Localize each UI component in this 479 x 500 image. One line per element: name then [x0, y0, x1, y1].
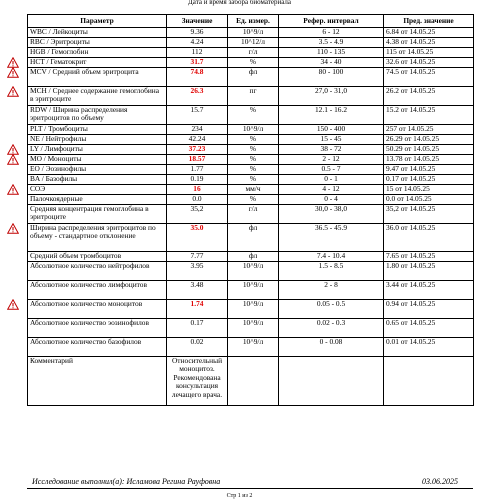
reference-cell: 110 - 135	[279, 48, 384, 58]
reference-cell: 0 - 4	[279, 195, 384, 205]
value-cell: 0.0	[167, 195, 228, 205]
previous-value-cell: 4.38 от 14.05.25	[384, 38, 474, 48]
reference-cell: 0.05 - 0.5	[279, 300, 384, 319]
warning-triangle-icon	[7, 299, 19, 310]
value-cell: 4.24	[167, 38, 228, 48]
reference-cell: 0 - 1	[279, 175, 384, 185]
previous-value-cell: 6.84 от 14.05.25	[384, 28, 474, 38]
table-row	[28, 106, 474, 125]
unit-cell: %	[228, 165, 279, 175]
table-row	[28, 224, 474, 252]
table-row	[28, 300, 474, 319]
reference-cell: 15 - 45	[279, 135, 384, 145]
unit-cell: фл	[228, 68, 279, 87]
table-row	[28, 38, 474, 48]
param-cell: MCH / Среднее содержание гемоглобина в эритроците	[28, 87, 167, 106]
param-cell: BA / Базофилы	[28, 175, 167, 185]
param-cell: Палочкоядерные	[28, 195, 167, 205]
unit-cell: 10^9/л	[228, 300, 279, 319]
unit-cell: 10^9/л	[228, 125, 279, 135]
unit-cell: %	[228, 195, 279, 205]
unit-cell: 10^12/л	[228, 38, 279, 48]
unit-cell: %	[228, 106, 279, 125]
reference-cell: 80 - 100	[279, 68, 384, 87]
reference-cell: 27,0 - 31,0	[279, 87, 384, 106]
previous-value-cell: 13.78 от 14.05.25	[384, 155, 474, 165]
param-cell: MO / Моноциты	[28, 155, 167, 165]
column-header-value: Значение	[167, 15, 228, 28]
table-row	[28, 58, 474, 68]
previous-value-cell	[384, 357, 474, 406]
table-row	[28, 135, 474, 145]
value-cell: Относительный моноцитоз. Рекомендована консультация лечащего врача.	[167, 357, 228, 406]
reference-cell: 1.5 - 8.5	[279, 262, 384, 281]
value-cell: 18.57	[167, 155, 228, 165]
unit-cell: 10^9/л	[228, 319, 279, 338]
value-cell: 26.3	[167, 87, 228, 106]
unit-cell: пг	[228, 87, 279, 106]
table-row	[28, 175, 474, 185]
reference-cell: 30,0 - 38,0	[279, 205, 384, 224]
previous-value-cell: 0.94 от 14.05.25	[384, 300, 474, 319]
table-row	[28, 185, 474, 195]
table-row	[28, 262, 474, 281]
param-cell: Ширина распределения эритроцитов по объему - стандартное отклонение	[28, 224, 167, 252]
unit-cell: %	[228, 145, 279, 155]
reference-cell: 0.02 - 0.3	[279, 319, 384, 338]
param-cell: PLT / Тромбоциты	[28, 125, 167, 135]
report-date: 03.06.2025	[422, 477, 458, 486]
param-cell: Абсолютное количество моноцитов	[28, 300, 167, 319]
table-row	[28, 125, 474, 135]
reference-cell	[279, 357, 384, 406]
value-cell: 1.77	[167, 165, 228, 175]
previous-value-cell: 7.65 от 14.05.25	[384, 252, 474, 262]
warning-triangle-icon	[7, 223, 19, 234]
previous-value-cell: 115 от 14.05.25	[384, 48, 474, 58]
param-cell: Абсолютное количество эозинофилов	[28, 319, 167, 338]
unit-cell: мм/ч	[228, 185, 279, 195]
unit-cell: %	[228, 135, 279, 145]
param-cell: EO / Эозинофилы	[28, 165, 167, 175]
previous-value-cell: 3.44 от 14.05.25	[384, 281, 474, 300]
unit-cell: г/л	[228, 48, 279, 58]
reference-cell: 3.5 - 4.9	[279, 38, 384, 48]
param-cell: Абсолютное количество нейтрофилов	[28, 262, 167, 281]
value-cell: 31.7	[167, 58, 228, 68]
param-cell: WBC / Лейкоциты	[28, 28, 167, 38]
value-cell: 112	[167, 48, 228, 58]
previous-value-cell: 0.17 от 14.05.25	[384, 175, 474, 185]
value-cell: 9.36	[167, 28, 228, 38]
value-cell: 37.23	[167, 145, 228, 155]
param-cell: Комментарий	[28, 357, 167, 406]
reference-cell: 4 - 12	[279, 185, 384, 195]
table-row	[28, 205, 474, 224]
param-cell: LY / Лимфоциты	[28, 145, 167, 155]
param-cell: Средняя концентрация гемоглобина в эритроците	[28, 205, 167, 224]
warning-triangle-icon	[7, 67, 19, 78]
value-cell: 0.17	[167, 319, 228, 338]
previous-value-cell: 0.01 от 14.05.25	[384, 338, 474, 357]
warning-triangle-icon	[7, 86, 19, 97]
previous-value-cell: 15.2 от 14.05.25	[384, 106, 474, 125]
value-cell: 15.7	[167, 106, 228, 125]
unit-cell: %	[228, 58, 279, 68]
reference-cell: 2 - 8	[279, 281, 384, 300]
table-header-row	[28, 15, 474, 28]
previous-value-cell: 15 от 14.05.25	[384, 185, 474, 195]
table-row	[28, 68, 474, 87]
reference-cell: 7.4 - 10.4	[279, 252, 384, 262]
table-row	[28, 87, 474, 106]
previous-value-cell: 26.2 от 14.05.25	[384, 87, 474, 106]
column-header-parameter: Параметр	[28, 15, 167, 28]
previous-value-cell: 1.80 от 14.05.25	[384, 262, 474, 281]
reference-cell: 38 - 72	[279, 145, 384, 155]
param-cell: HGB / Гемоглобин	[28, 48, 167, 58]
table-row	[28, 155, 474, 165]
unit-cell: %	[228, 175, 279, 185]
reference-cell: 6 - 12	[279, 28, 384, 38]
previous-value-cell: 35,2 от 14.05.25	[384, 205, 474, 224]
reference-cell: 2 - 12	[279, 155, 384, 165]
unit-cell	[228, 357, 279, 406]
results-table	[27, 14, 474, 406]
reference-cell: 150 - 400	[279, 125, 384, 135]
value-cell: 0.19	[167, 175, 228, 185]
reference-cell: 12.1 - 16.2	[279, 106, 384, 125]
warning-triangle-icon	[7, 184, 19, 195]
param-cell: RDW / Ширина распределения эритроцитов по объему	[28, 106, 167, 125]
previous-value-cell: 257 от 14.05.25	[384, 125, 474, 135]
table-row	[28, 338, 474, 357]
value-cell: 74.8	[167, 68, 228, 87]
param-cell: NE / Нейтрофилы	[28, 135, 167, 145]
value-cell: 35,2	[167, 205, 228, 224]
unit-cell: 10^9/л	[228, 262, 279, 281]
param-cell: MCV / Средний объем эритроцита	[28, 68, 167, 87]
warning-triangle-icon	[7, 154, 19, 165]
unit-cell: фл	[228, 224, 279, 252]
column-header-previous: Пред. значение	[384, 15, 474, 28]
reference-cell: 34 - 40	[279, 58, 384, 68]
value-cell: 7.77	[167, 252, 228, 262]
value-cell: 1.74	[167, 300, 228, 319]
previous-value-cell: 0.0 от 14.05.25	[384, 195, 474, 205]
performed-by: Исследование выполнил(а): Исламова Регина Рауфовна	[32, 477, 221, 486]
unit-cell: г/л	[228, 205, 279, 224]
table-row	[28, 281, 474, 300]
param-cell: СОЭ	[28, 185, 167, 195]
param-cell: Средний объем тромбоцитов	[28, 252, 167, 262]
table-row	[28, 319, 474, 338]
previous-value-cell: 36.0 от 14.05.25	[384, 224, 474, 252]
unit-cell: 10^9/л	[228, 338, 279, 357]
table-row	[28, 252, 474, 262]
table-row	[28, 28, 474, 38]
unit-cell: %	[228, 155, 279, 165]
value-cell: 3.48	[167, 281, 228, 300]
unit-cell: фл	[228, 252, 279, 262]
param-cell: RBC / Эритроциты	[28, 38, 167, 48]
reference-cell: 0.5 - 7	[279, 165, 384, 175]
param-cell: Абсолютное количество базофилов	[28, 338, 167, 357]
collection-datetime-label: Дата и время забора биоматериала	[188, 0, 291, 6]
table-row	[28, 48, 474, 58]
column-header-unit: Ед. измер.	[228, 15, 279, 28]
page-number: Стр 1 из 2	[226, 493, 253, 499]
table-row	[28, 145, 474, 155]
table-row	[28, 165, 474, 175]
previous-value-cell: 26.29 от 14.05.25	[384, 135, 474, 145]
value-cell: 3.95	[167, 262, 228, 281]
unit-cell: 10^9/л	[228, 281, 279, 300]
previous-value-cell: 74.5 от 14.05.25	[384, 68, 474, 87]
reference-cell: 36.5 - 45.9	[279, 224, 384, 252]
value-cell: 35.0	[167, 224, 228, 252]
reference-cell: 0 - 0.08	[279, 338, 384, 357]
value-cell: 42.24	[167, 135, 228, 145]
value-cell: 0.02	[167, 338, 228, 357]
value-cell: 16	[167, 185, 228, 195]
param-cell: Абсолютное количество лимфоцитов	[28, 281, 167, 300]
previous-value-cell: 50.29 от 14.05.25	[384, 145, 474, 155]
previous-value-cell: 0.65 от 14.05.25	[384, 319, 474, 338]
table-row	[28, 195, 474, 205]
value-cell: 234	[167, 125, 228, 135]
table-row	[28, 357, 474, 406]
footer-divider	[27, 488, 473, 489]
unit-cell: 10^9/л	[228, 28, 279, 38]
column-header-reference: Рефер. интервал	[279, 15, 384, 28]
previous-value-cell: 32.6 от 14.05.25	[384, 58, 474, 68]
previous-value-cell: 9.47 от 14.05.25	[384, 165, 474, 175]
param-cell: HCT / Гематокрит	[28, 58, 167, 68]
